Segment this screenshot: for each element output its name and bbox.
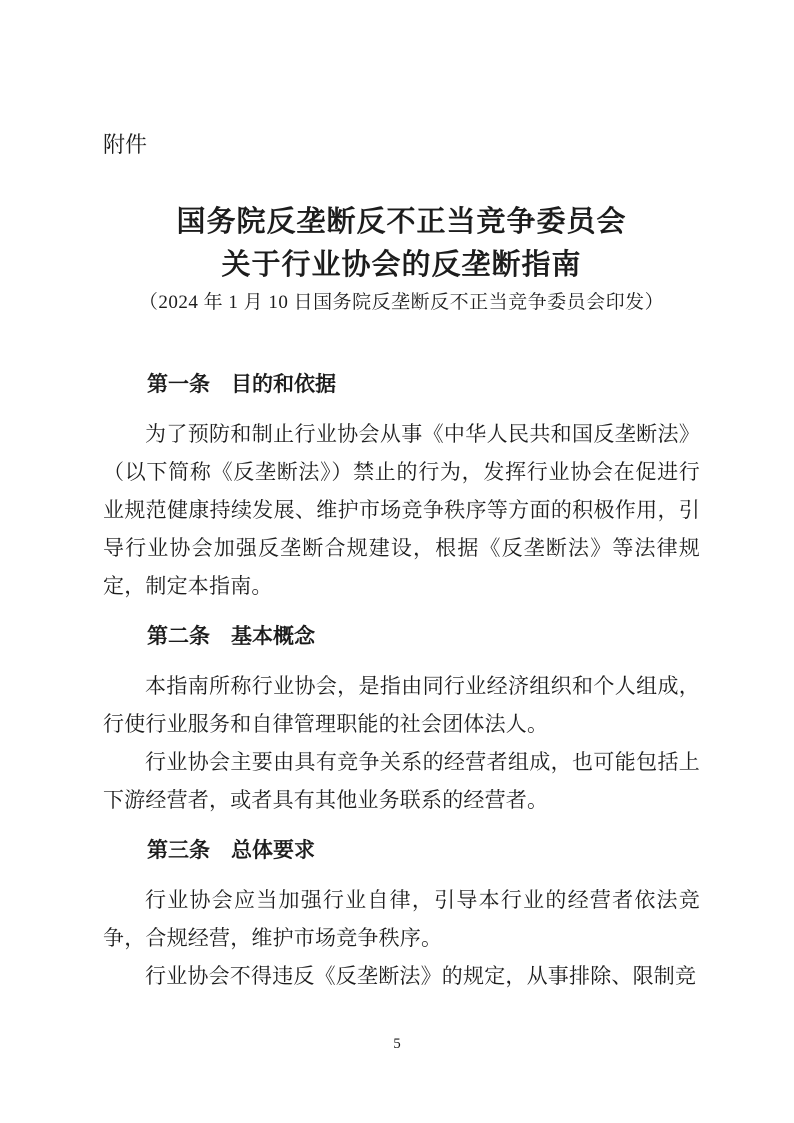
body-paragraph: 本指南所称行业协会，是指由同行业经济组织和个人组成，行使行业服务和自律管理职能的社会团体法人。 (103, 674, 700, 736)
issuance-note: （2024 年 1 月 10 日国务院反垄断反不正当竞争委员会印发） (138, 292, 665, 313)
document-title-line-2: 关于行业协会的反垄断指南 (221, 249, 582, 281)
body-paragraph: 行业协会主要由具有竞争关系的经营者组成，也可能包括上下游经营者，或者具有其他业务联系的经营者。 (103, 750, 700, 812)
body-paragraph: 行业协会不得违反《反垄断法》的规定，从事排除、限制竞 (145, 964, 697, 988)
section-article-2 (103, 625, 700, 819)
section-article-3 (103, 839, 700, 995)
section-article-1 (103, 373, 700, 605)
body-paragraph: 行业协会应当加强行业自律，引导本行业的经营者依法竞争，合规经营，维护市场竞争秩序。 (103, 888, 700, 950)
article-1-heading: 第一条 目的和依据 (147, 373, 336, 396)
document-title (103, 201, 700, 287)
page-number: 5 (393, 1036, 401, 1052)
document-title-line-1: 国务院反垄断反不正当竞争委员会 (176, 206, 627, 238)
body-paragraph: 为了预防和制止行业协会从事《中华人民共和国反垄断法》（以下简称《反垄断法》）禁止的行为，发挥行业协会在促进行业规范健康持续发展、维护市场竞争秩序等方面的积极作用，引导行业协会加强反垄断合规建设，根据《反垄断法》等法律规定，制定本指南。 (103, 422, 700, 598)
article-2-heading: 第二条 基本概念 (147, 625, 315, 648)
article-3-heading: 第三条 总体要求 (147, 839, 315, 862)
attachment-label: 附件 (103, 132, 148, 157)
